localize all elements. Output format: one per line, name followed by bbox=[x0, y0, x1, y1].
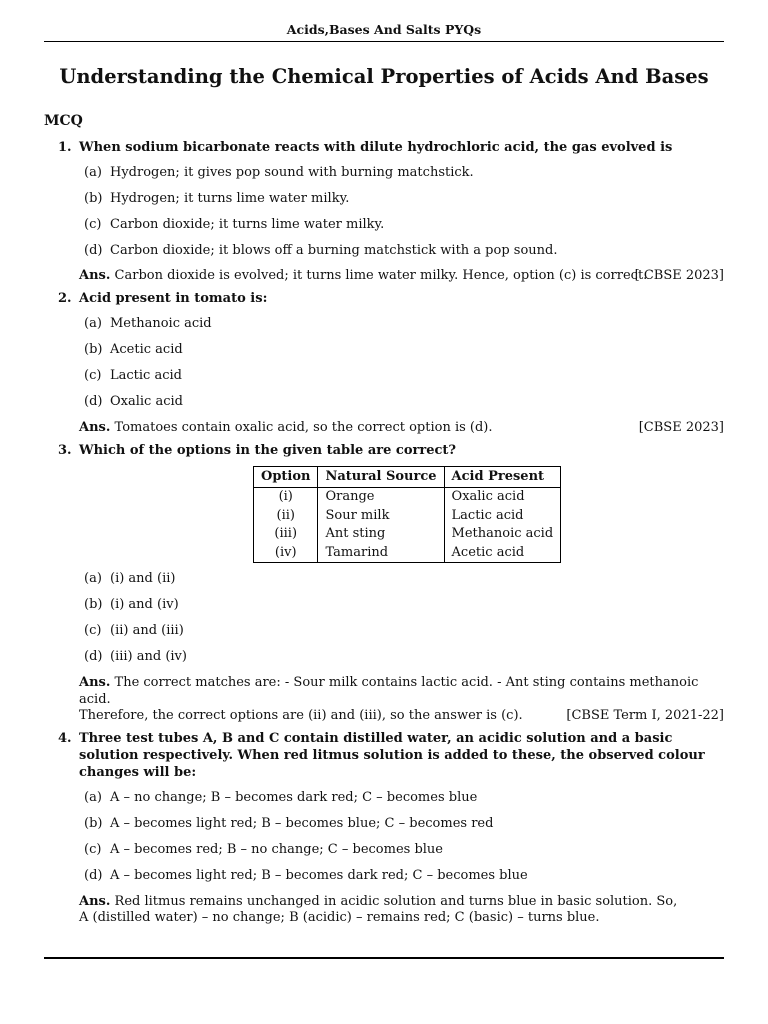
table-cell: Orange bbox=[318, 488, 444, 507]
table-header-row bbox=[254, 466, 561, 488]
table-cell: (iv) bbox=[254, 544, 318, 563]
answer-label: Ans. bbox=[79, 893, 111, 909]
table-row bbox=[254, 488, 561, 507]
answer-line-2: Therefore, the correct options are (ii) and (iii), so the answer is (c). bbox=[79, 708, 523, 724]
question-number: 4. bbox=[58, 731, 72, 747]
option-text: Carbon dioxide; it blows off a burning matchstick with a pop sound. bbox=[110, 242, 558, 258]
table-cell: Methanoic acid bbox=[444, 525, 561, 544]
option-b bbox=[84, 191, 724, 208]
question-2 bbox=[44, 291, 724, 436]
question-text: When sodium bicarbonate reacts with dilute hydrochloric acid, the gas evolved is bbox=[79, 140, 673, 155]
table-cell: Ant sting bbox=[318, 525, 444, 544]
answer bbox=[79, 420, 724, 437]
question-4 bbox=[44, 731, 724, 927]
option-letter: (a) bbox=[84, 316, 102, 332]
option-a bbox=[84, 571, 724, 588]
header-rule bbox=[44, 41, 724, 42]
answer bbox=[79, 268, 724, 285]
answer-line-1 bbox=[79, 894, 724, 911]
section-heading: MCQ bbox=[44, 113, 83, 129]
table-cell: (iii) bbox=[254, 525, 318, 544]
answer-text: Tomatoes contain oxalic acid, so the correct option is (d). bbox=[114, 419, 493, 435]
table-cell: (i) bbox=[254, 488, 318, 507]
option-d bbox=[84, 649, 724, 666]
option-letter: (c) bbox=[84, 622, 102, 638]
option-text: A – becomes red; B – no change; C – becomes blue bbox=[110, 841, 443, 857]
option-letter: (c) bbox=[84, 216, 102, 232]
option-list bbox=[84, 165, 724, 260]
option-letter: (a) bbox=[84, 164, 102, 180]
option-letter: (d) bbox=[84, 393, 103, 409]
table-cell: (ii) bbox=[254, 507, 318, 526]
option-c bbox=[84, 623, 724, 640]
option-text: (iii) and (iv) bbox=[110, 648, 187, 664]
table-cell: Tamarind bbox=[318, 544, 444, 563]
option-list bbox=[84, 571, 724, 666]
option-letter: (d) bbox=[84, 242, 103, 258]
option-b bbox=[84, 816, 724, 833]
option-letter: (b) bbox=[84, 190, 103, 206]
table-header-option: Option bbox=[254, 466, 318, 488]
option-d bbox=[84, 394, 724, 411]
option-letter: (a) bbox=[84, 789, 102, 805]
question-text: Which of the options in the given table are correct? bbox=[79, 442, 457, 458]
table-cell: Oxalic acid bbox=[444, 488, 561, 507]
answer-source: [CBSE 2023] bbox=[638, 419, 724, 435]
option-a bbox=[84, 790, 724, 807]
question-number: 2. bbox=[58, 291, 72, 307]
option-d bbox=[84, 243, 724, 260]
option-letter: (b) bbox=[84, 596, 103, 612]
page-title: Understanding the Chemical Properties of Acids And Bases bbox=[59, 65, 709, 88]
option-letter: (d) bbox=[84, 648, 103, 664]
option-text: Methanoic acid bbox=[110, 316, 212, 332]
table-cell: Sour milk bbox=[318, 507, 444, 526]
running-header: Acids,Bases And Salts PYQs bbox=[286, 22, 482, 37]
option-text: (i) and (ii) bbox=[110, 571, 176, 587]
answer-source: [ CBSE 2023] bbox=[634, 268, 724, 284]
option-text: Hydrogen; it gives pop sound with burning matchstick. bbox=[110, 164, 474, 180]
answer-line-1 bbox=[79, 675, 724, 709]
answer-source: [CBSE Term I, 2021-22] bbox=[566, 708, 724, 724]
option-letter: (c) bbox=[84, 368, 102, 384]
answer-label: Ans. bbox=[79, 674, 111, 690]
question-3 bbox=[44, 443, 724, 726]
question-text: Three test tubes A, B and C contain distilled water, an acidic solution and a basic solution respectively. When red litmus solution is added to these, the observed colour changes will be: bbox=[79, 731, 705, 781]
answer-text: The correct matches are: - Sour milk contains lactic acid. - Ant sting contains methanoic acid. bbox=[79, 674, 699, 707]
option-text: Acetic acid bbox=[110, 342, 183, 358]
option-b bbox=[84, 597, 724, 614]
option-letter: (b) bbox=[84, 342, 103, 358]
option-c bbox=[84, 368, 724, 385]
source-acid-table bbox=[253, 466, 561, 564]
table-row bbox=[254, 544, 561, 563]
option-d bbox=[84, 868, 724, 885]
option-text: Hydrogen; it turns lime water milky. bbox=[110, 190, 350, 206]
question-list bbox=[44, 140, 724, 933]
table-cell: Acetic acid bbox=[444, 544, 561, 563]
option-letter: (a) bbox=[84, 571, 102, 587]
option-a bbox=[84, 316, 724, 333]
footer-rule bbox=[44, 957, 724, 959]
option-c bbox=[84, 217, 724, 234]
option-text: (i) and (iv) bbox=[110, 596, 179, 612]
question-text: Acid present in tomato is: bbox=[79, 291, 268, 307]
option-text: (ii) and (iii) bbox=[110, 622, 184, 638]
option-text: Oxalic acid bbox=[110, 393, 183, 409]
table-cell: Lactic acid bbox=[444, 507, 561, 526]
option-text: A – no change; B – becomes dark red; C – becomes blue bbox=[110, 789, 478, 805]
answer bbox=[79, 675, 724, 726]
option-c bbox=[84, 842, 724, 859]
answer-line-2: A (distilled water) – no change; B (acidic) – remains red; C (basic) – turns blue. bbox=[79, 910, 600, 926]
answer-text: Red litmus remains unchanged in acidic solution and turns blue in basic solution. So, bbox=[114, 893, 678, 909]
table-row bbox=[254, 507, 561, 526]
option-text: Lactic acid bbox=[110, 368, 182, 384]
option-a bbox=[84, 165, 724, 182]
option-letter: (b) bbox=[84, 815, 103, 831]
option-list bbox=[84, 790, 724, 885]
option-text: Carbon dioxide; it turns lime water milky. bbox=[110, 216, 385, 232]
option-letter: (c) bbox=[84, 841, 102, 857]
answer-label: Ans. bbox=[79, 419, 111, 435]
table-header-source: Natural Source bbox=[318, 466, 444, 488]
answer-text: Carbon dioxide is evolved; it turns lime water milky. Hence, option (c) is correct. bbox=[114, 268, 648, 284]
option-b bbox=[84, 342, 724, 359]
answer bbox=[79, 894, 724, 928]
option-text: A – becomes light red; B – becomes blue; C – becomes red bbox=[110, 815, 494, 831]
question-number: 3. bbox=[58, 442, 72, 458]
question-number: 1. bbox=[58, 140, 72, 155]
table-header-acid: Acid Present bbox=[444, 466, 561, 488]
answer-label: Ans. bbox=[79, 268, 111, 284]
option-letter: (d) bbox=[84, 867, 103, 883]
option-text: A – becomes light red; B – becomes dark red; C – becomes blue bbox=[110, 867, 528, 883]
question-1 bbox=[44, 140, 724, 285]
table-row bbox=[254, 525, 561, 544]
option-list bbox=[84, 316, 724, 411]
